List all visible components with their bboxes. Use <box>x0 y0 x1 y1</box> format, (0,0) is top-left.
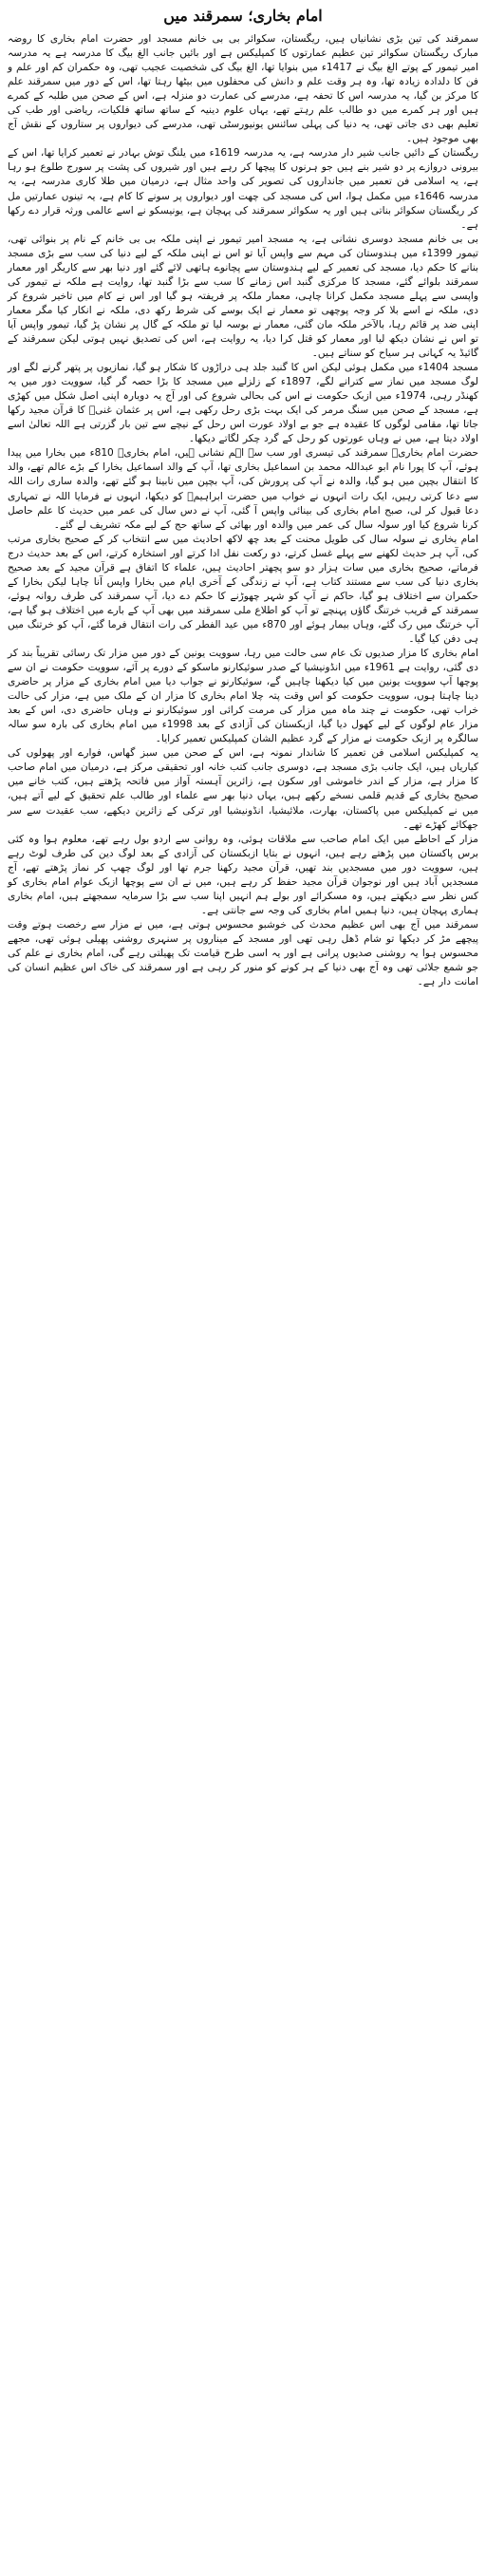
article-paragraph: بی بی خانم مسجد دوسری نشانی ہے، یہ مسجد امیر تیمور نے اپنی ملکہ بی بی خانم کے نام پر بنوائی تھی، تیمور 1399ء میں ہندوستان کی مہم سے واپس آیا تو اس نے اپنی ملکہ کے لیے دنیا کی سب سے بڑی مسجد بنانے کا حکم دیا، مسجد کی تعمیر کے لیے ہندوستان سے پچانوے ہاتھی لائے گئے اور دنیا بھر سے کاریگر اور معمار سمرقند بلوائے گئے، مسجد کا مرکزی گنبد اس زمانے کا سب سے بڑا گنبد تھا، روایت ہے ملکہ نے تیمور کی واپسی سے پہلے مسجد مکمل کرانا چاہی، معمار ملکہ پر فریفتہ ہو گیا اور اس نے کام میں تاخیر شروع کر دی، ملکہ نے اسے بلا کر وجہ پوچھی تو معمار نے ایک بوسے کی شرط رکھ دی، ملکہ نے انکار کیا مگر معمار اپنی ضد پر قائم رہا، بالآخر ملکہ مان گئی، معمار نے بوسہ لیا تو ملکہ کے گال پر نشان پڑ گیا، تیمور واپس آیا تو اس نے نشان دیکھ لیا اور معمار کو قتل کرا دیا، یہ روایت ہے، اس کی تصدیق نہیں ہوتی لیکن سمرقند کے گائیڈ یہ کہانی ہر سیاح کو سناتے ہیں۔ <box>8 233 478 360</box>
article-paragraph: حضرت امام بخاریؒ سمرقند کی تیسری اور سب سے اہم نشانی ہیں، امام بخاریؒ 810ء میں بخارا میں پیدا ہوئے، آپ کا پورا نام ابو عبداللہ محمد بن اسماعیل بخاری تھا، آپ کے والد اسماعیل بخارا کے بڑے عالم تھے، والد کا انتقال بچپن میں ہو گیا، والدہ نے آپ کی پرورش کی، آپ بچپن میں نابینا ہو گئے تھے، والدہ ساری رات اللہ سے دعا کرتی رہیں، ایک رات انہوں نے خواب میں حضرت ابراہیمؑ کو دیکھا، انہوں نے فرمایا اللہ نے تمہاری دعا قبول کر لی، صبح امام بخاری کی بینائی واپس آ گئی، آپ نے دس سال کی عمر میں حدیث کا علم حاصل کرنا شروع کیا اور سولہ سال کی عمر میں والدہ اور بھائی کے ساتھ حج کے لیے مکہ تشریف لے گئے۔ <box>8 447 478 531</box>
article-paragraph: مزار کے احاطے میں ایک امام صاحب سے ملاقات ہوئی، وہ روانی سے اردو بول رہے تھے، معلوم ہوا وہ کئی برس پاکستان میں پڑھتے رہے ہیں، انہوں نے بتایا ازبکستان کی آزادی کے بعد لوگ دین کی طرف لوٹ رہے ہیں، سوویت دور میں مسجدیں بند تھیں، قرآن مجید رکھنا جرم تھا اور لوگ چھپ کر نماز پڑھتے تھے، آج مسجدیں آباد ہیں اور نوجوان قرآن مجید حفظ کر رہے ہیں، میں نے ان سے پوچھا ازبک عوام امام بخاری کو کس نظر سے دیکھتے ہیں، وہ مسکرائے اور بولے ہم انہیں اپنا سب سے بڑا سرمایہ سمجھتے ہیں، امام بخاری ہماری پہچان ہیں، دنیا ہمیں امام بخاری کی وجہ سے جانتی ہے۔ <box>8 833 478 916</box>
article-paragraph: امام بخاری نے سولہ سال کی طویل محنت کے بعد چھ لاکھ احادیث میں سے انتخاب کر کے صحیح بخاری مرتب کی، آپ ہر حدیث لکھنے سے پہلے غسل کرتے، دو رکعت نفل ادا کرتے اور استخارہ کرتے، اس کے بعد حدیث درج فرماتے، صحیح بخاری میں سات ہزار دو سو پچھتر احادیث ہیں، علماء کا اتفاق ہے قرآن مجید کے بعد صحیح بخاری دنیا کی سب سے مستند کتاب ہے، آپ نے زندگی کے آخری ایام میں بخارا واپس آنا چاہا لیکن بخارا کے حکمران سے اختلاف ہو گیا، حاکم نے آپ کو شہر چھوڑنے کا حکم دے دیا، آپ سمرقند کی طرف روانہ ہوئے، سمرقند کے قریب خرتنگ گاؤں پہنچے تو آپ کو اطلاع ملی سمرقند میں بھی آپ کے بارے میں اختلاف ہو گیا ہے، آپ خرتنگ میں رک گئے، وہاں بیمار ہوئے اور 870ء میں عید الفطر کی رات انتقال فرما گئے، آپ کو خرتنگ میں ہی دفن کیا گیا۔ <box>8 533 478 645</box>
article-paragraph: ریگستان کے دائیں جانب شیر دار مدرسہ ہے، یہ مدرسہ 1619ء میں یلنگ توش بہادر نے تعمیر کرایا تھا، اس کے بیرونی دروازے پر دو شیر بنے ہیں جو ہرنوں کا پیچھا کر رہے ہیں اور شیروں کی پشت پر سورج طلوع ہو رہا ہے، یہ اسلامی فن تعمیر میں جانداروں کی تصویر کی واحد مثال ہے، درمیان میں طلا کاری مدرسہ ہے، یہ مدرسہ 1646ء میں مکمل ہوا، اس کی مسجد کی چھت اور دیواروں پر سونے کا کام ہے، یہ تینوں عمارتیں مل کر ریگستان سکوائر بناتی ہیں اور یہ سکوائر سمرقند کی پہچان ہے، یونیسکو نے اسے عالمی ورثہ قرار دے رکھا ہے۔ <box>8 147 478 231</box>
article-paragraph: یہ کمپلیکس اسلامی فن تعمیر کا شاندار نمونہ ہے، اس کے صحن میں سبز گھاس، فوارے اور پھولوں کی کیاریاں ہیں، ایک جانب بڑی مسجد ہے، دوسری جانب کتب خانہ اور تحقیقی مرکز ہے، درمیان میں امام صاحب کا مزار ہے، مزار کے اندر خاموشی اور سکون ہے، زائرین آہستہ آواز میں فاتحہ پڑھتے ہیں، کتب خانے میں صحیح بخاری کے قدیم قلمی نسخے رکھے ہیں، یہاں دنیا بھر سے علماء اور طالب علم تحقیق کے لیے آتے ہیں، میں نے کمپلیکس میں پاکستان، بھارت، ملائیشیا، انڈونیشیا اور ترکی کے زائرین دیکھے، سب عقیدت سے سر جھکائے کھڑے تھے۔ <box>8 747 478 831</box>
article-body <box>8 32 478 989</box>
article-paragraph: سمرقند میں آج بھی اس عظیم محدث کی خوشبو محسوس ہوتی ہے، میں نے مزار سے رخصت ہوتے وقت پیچھے مڑ کر دیکھا تو شام ڈھل رہی تھی اور مسجد کے میناروں پر سنہری روشنی پھیلی ہوئی تھی، مجھے محسوس ہوا یہ روشنی صدیوں پرانی ہے اور یہ اسی طرح قیامت تک پھیلتی رہے گی، امام بخاری نے علم کی جو شمع جلائی تھی وہ آج بھی دنیا کے ہر کونے کو منور کر رہی ہے اور سمرقند کی خاک اس عظیم انسان کی امانت دار ہے۔ <box>8 918 478 988</box>
article-headline: امام بخاری؛ سمرقند میں <box>163 7 323 25</box>
article-paragraph: سمرقند کی تین بڑی نشانیاں ہیں، ریگستان، سکوائر بی بی خانم مسجد اور حضرت امام بخاری کا روضہ مبارک ریگستان سکوائر تین عظیم عمارتوں کا کمپلیکس ہے اور بائیں جانب الغ بیگ کا مدرسہ ہے یہ مدرسہ امیر تیمور کے پوتے الغ بیگ نے 1417ء میں بنوایا تھا، الغ بیگ کی شخصیت عجیب تھی، وہ حکمران کم اور علم و فن کا دلدادہ زیادہ تھا، وہ ہر وقت علم و دانش کی محفلوں میں بیٹھا رہتا تھا، اس کے دور میں سمرقند علم کا مرکز بن گیا، یہ مدرسہ اس کا تحفہ ہے، مدرسے کی عمارت دو منزلہ ہے، اس کے صحن میں طلبہ کے کمرے ہیں اور ہر کمرے میں دو طالب علم رہتے تھے، یہاں علوم دینیہ کے ساتھ ساتھ فلکیات، ریاضی اور طب کی تعلیم بھی دی جاتی تھی، یہ دنیا کی پہلی سائنس یونیورسٹی تھی، مدرسے کی دیواروں پر ستاروں کے نقش آج بھی موجود ہیں۔ <box>8 33 478 145</box>
article-paragraph: امام بخاری کا مزار صدیوں تک عام سی حالت میں رہا، سوویت یونین کے دور میں مزار تک رسائی تقریباً بند کر دی گئی، روایت ہے 1961ء میں انڈونیشیا کے صدر سوئیکارنو ماسکو کے دورے پر آئے، سوویت حکومت نے ان سے پوچھا آپ سوویت یونین میں کیا دیکھنا چاہیں گے، سوئیکارنو نے جواب دیا میں امام بخاری کے مزار پر حاضری دینا چاہتا ہوں، سوویت حکومت کو اس وقت پتہ چلا امام بخاری کا مزار ان کے ملک میں ہے، مزار کی حالت خراب تھی، حکومت نے چند ماہ میں مزار کی مرمت کرائی اور سوئیکارنو نے وہاں حاضری دی، اس کے بعد مزار عام لوگوں کے لیے کھول دیا گیا، ازبکستان کی آزادی کے بعد 1998ء میں امام بخاری کی بارہ سو سالہ سالگرہ پر ازبک حکومت نے مزار کے گرد عظیم الشان کمپلیکس تعمیر کرایا۔ <box>8 648 478 745</box>
article-paragraph: مسجد 1404ء میں مکمل ہوئی لیکن اس کا گنبد جلد ہی دراڑوں کا شکار ہو گیا، نمازیوں پر پتھر گرنے لگے اور لوگ مسجد میں نماز سے کترانے لگے، 1897ء کے زلزلے میں مسجد کا بڑا حصہ گر گیا، سوویت دور میں یہ کھنڈر رہی، 1974ء میں ازبک حکومت نے اس کی بحالی شروع کی اور آج یہ دوبارہ اپنی اصل شکل میں کھڑی ہے، مسجد کے صحن میں سنگ مرمر کی ایک بہت بڑی رحل رکھی ہے، اس پر عثمان غنیؓ کا قرآن مجید رکھا جاتا تھا، مقامی لوگوں کا عقیدہ ہے جو بے اولاد عورت اس رحل کے نیچے سے تین بار گزرتی ہے اللہ تعالیٰ اسے اولاد دیتا ہے، میں نے وہاں عورتوں کو رحل کے گرد چکر لگاتے دیکھا۔ <box>8 362 478 445</box>
